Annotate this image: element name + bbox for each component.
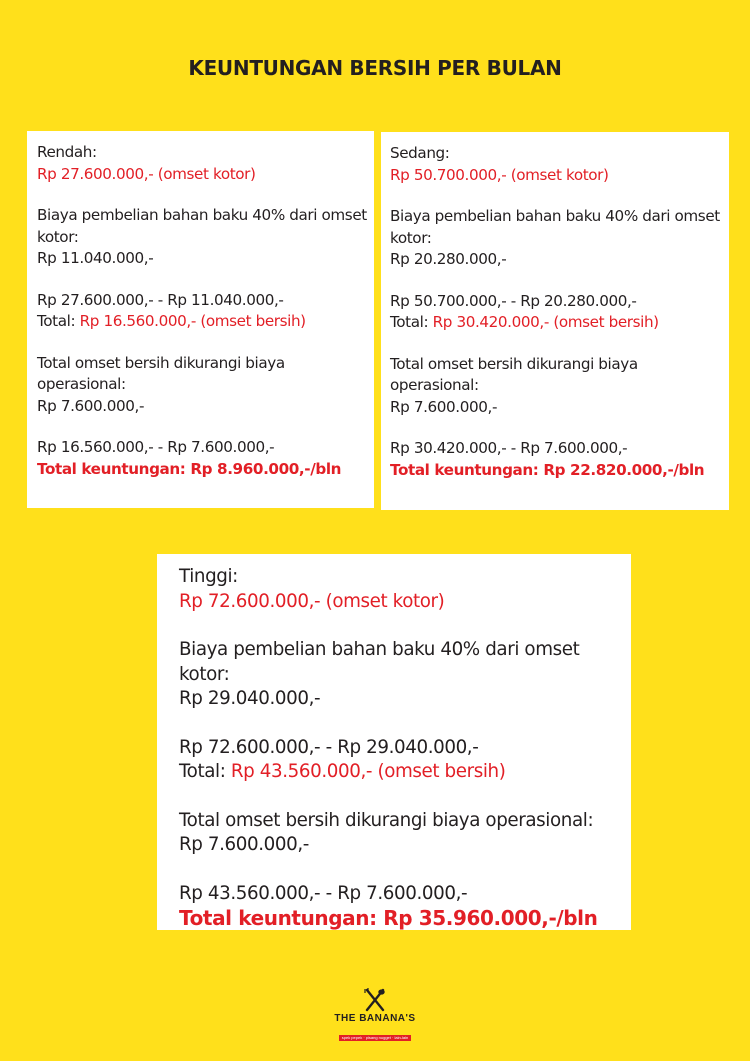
- total-profit: Total keuntungan: Rp 8.960.000,-/bln: [37, 459, 342, 478]
- level-label: Sedang:: [390, 144, 450, 162]
- total-label: Total:: [179, 761, 226, 782]
- gross-revenue: Rp 27.600.000,- (omset kotor): [37, 164, 256, 183]
- operational-label: Total omset bersih dikurangi biaya operasional:: [179, 809, 594, 831]
- calc-net: Rp 72.600.000,- - Rp 29.040.000,-: [179, 736, 479, 758]
- net-revenue: Rp 16.560.000,- (omset bersih): [79, 312, 306, 330]
- calc-net: Rp 50.700.000,- - Rp 20.280.000,-: [390, 291, 637, 310]
- card-sedang: [381, 132, 729, 510]
- calc-profit: Rp 16.560.000,- - Rp 7.600.000,-: [37, 438, 275, 456]
- cost-label: Biaya pembelian bahan baku 40% dari omset kotor:: [179, 639, 580, 685]
- page-title: KEUNTUNGAN BERSIH PER BULAN: [188, 56, 562, 80]
- total-line: [179, 760, 631, 785]
- gross-revenue: Rp 50.700.000,- (omset kotor): [390, 165, 609, 184]
- gross-revenue: Rp 72.600.000,- (omset kotor): [179, 590, 445, 612]
- brand-tagline: spek pepek · pisang nugget · lain-lain: [339, 1035, 412, 1041]
- net-revenue: Rp 30.420.000,- (omset bersih): [432, 313, 659, 331]
- fork-spoon-icon: [362, 988, 388, 1012]
- brand-logo: [318, 988, 432, 1048]
- cost-label: Biaya pembelian bahan baku 40% dari omset kotor:: [390, 207, 720, 247]
- operational-value: Rp 7.600.000,-: [37, 396, 145, 415]
- level-label: Rendah:: [37, 143, 97, 161]
- cost-label: Biaya pembelian bahan baku 40% dari omset kotor:: [37, 206, 367, 246]
- calc-net: Rp 27.600.000,- - Rp 11.040.000,-: [37, 290, 284, 309]
- calc-profit: Rp 30.420.000,- - Rp 7.600.000,-: [390, 439, 628, 457]
- card-rendah: [27, 131, 374, 508]
- calc-profit: Rp 43.560.000,- - Rp 7.600.000,-: [179, 882, 468, 904]
- cost-value: Rp 20.280.000,-: [390, 250, 507, 268]
- total-profit: Total keuntungan: Rp 22.820.000,-/bln: [390, 460, 705, 479]
- operational-value: Rp 7.600.000,-: [390, 397, 498, 416]
- cost-value: Rp 11.040.000,-: [37, 249, 154, 267]
- total-label: Total:: [37, 312, 76, 330]
- total-line: [390, 312, 729, 334]
- total-label: Total:: [390, 313, 429, 331]
- operational-label: Total omset bersih dikurangi biaya operasional:: [37, 353, 285, 393]
- total-profit: Total keuntungan: Rp 35.960.000,-/bln: [179, 906, 598, 930]
- operational-value: Rp 7.600.000,-: [179, 834, 309, 855]
- brand-name: THE BANANA'S: [334, 1013, 416, 1024]
- cost-value: Rp 29.040.000,-: [179, 688, 321, 709]
- level-label: Tinggi:: [179, 566, 238, 587]
- operational-label: Total omset bersih dikurangi biaya operasional:: [390, 354, 638, 394]
- total-line: [37, 311, 374, 333]
- card-tinggi: [157, 554, 631, 930]
- net-revenue: Rp 43.560.000,- (omset bersih): [230, 761, 506, 782]
